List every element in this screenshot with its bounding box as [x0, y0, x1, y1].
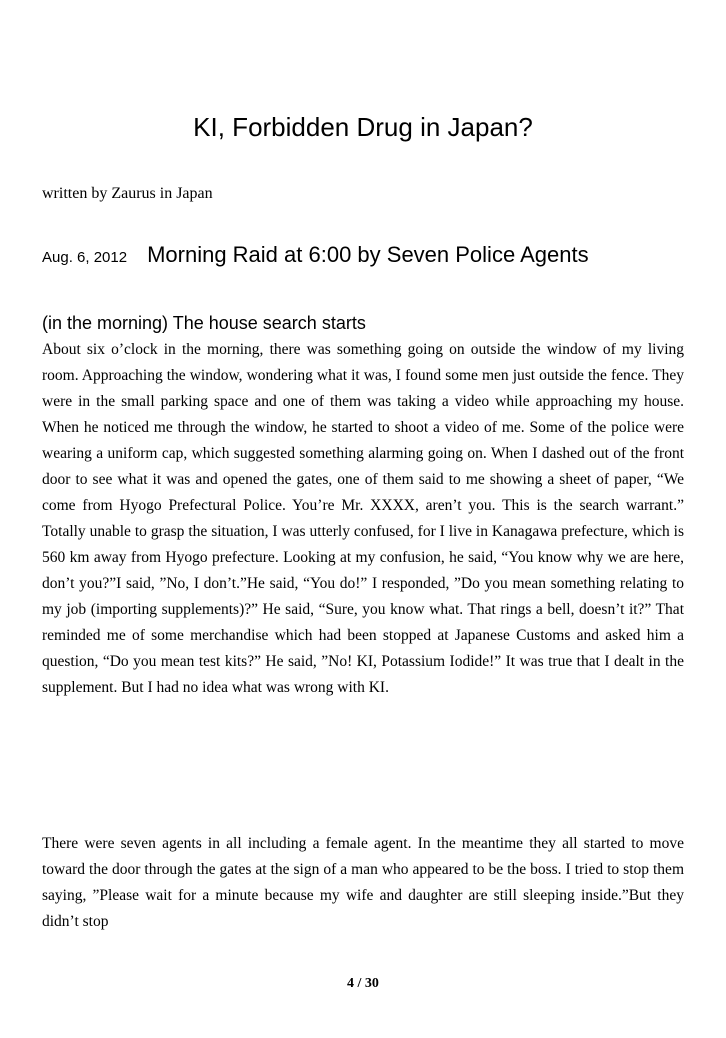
chapter-header — [42, 242, 589, 268]
body-paragraph: About six o’clock in the morning, there was something going on outside the window of my living room. Approaching the window, wondering what it was, I found some men just outside the fence. They were in the small parking space and one of them was taking a video while approaching my house. When he noticed me through the window, he started to shoot a video of me. Some of the police were wearing a uniform cap, which suggested something alarming going on. When I dashed out of the front door to see what it was and opened the gates, one of them said to me showing a sheet of paper, “We come from Hyogo Prefectural Police. You’re Mr. XXXX, aren’t you. This is the search warrant.” Totally unable to grasp the situation, I was utterly confused, for I live in Kanagawa prefecture, which is 560 km away from Hyogo prefecture. Looking at my confusion, he said, “You know why we are here, don’t you?”I said, ”No, I don’t.”He said, “You do!” I responded, ”Do you mean something relating to my job (importing supplements)?” He said, “Sure, you know what. That rings a bell, doesn’t it?” That reminded me of some merchandise which had been stopped at Japanese Customs and asked him a question, “Do you mean test kits?” He said, ”No! KI, Potassium Iodide!” It was true that I dealt in the supplement. But I had no idea what was wrong with KI. — [42, 341, 684, 696]
document-title: KI, Forbidden Drug in Japan? — [193, 112, 533, 142]
chapter-heading: Morning Raid at 6:00 by Seven Police Agents — [147, 242, 589, 267]
body-paragraph: There were seven agents in all including a female agent. In the meantime they all started to move toward the door through the gates at the sign of a man who appeared to be the boss. I tried to stop them saying, ”Please wait for a minute because my wife and daughter are still sleeping inside.”But they didn’t stop — [42, 835, 684, 930]
author-byline: written by Zaurus in Japan — [42, 185, 213, 202]
chapter-date: Aug. 6, 2012 — [42, 249, 128, 266]
page-number: 4 / 30 — [347, 976, 379, 991]
section-heading: (in the morning) The house search starts — [42, 313, 366, 333]
